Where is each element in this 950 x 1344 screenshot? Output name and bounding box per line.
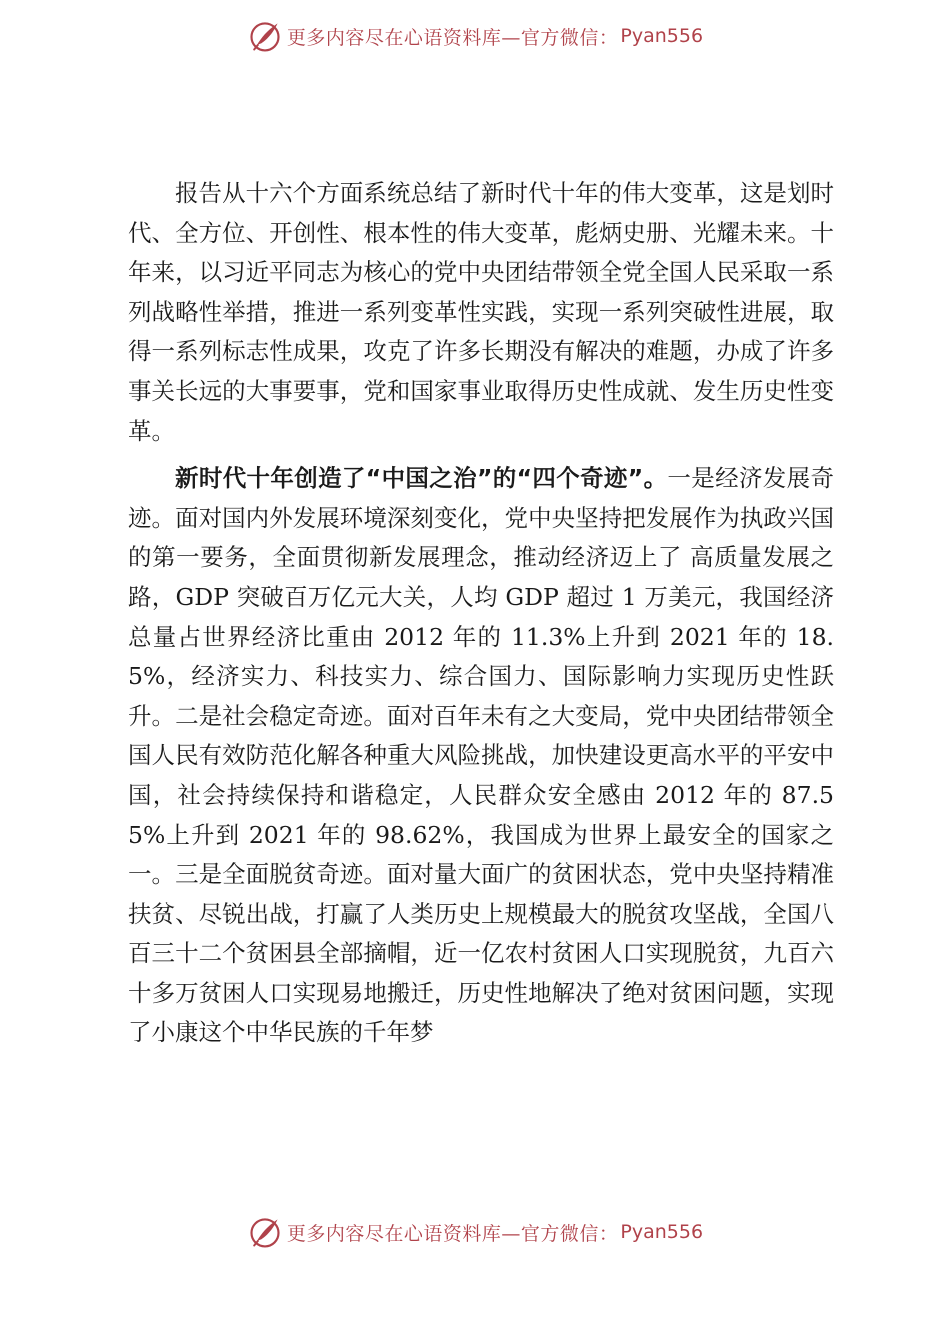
watermark-text: 更多内容尽在心语资料库—官方微信： xyxy=(286,1222,619,1245)
paragraph-text: 报告从十六个方面系统总结了新时代十年的伟大变革，这是划时代、全方位、开创性、根本性的伟大变革，彪炳史册、光耀未来。十年来，以习近平同志为核心的党中央团结带领全党全国人民采取一系列战略性举措，推进一系列变革性实践，实现一系列突破性进展，取得一系列标志性成果，攻克了许多长期没有解决的难题，办成了许多事关长远的大事要事，党和国家事业取得历史性成就、发生历史性变革。 xyxy=(128,179,834,445)
feather-logo-icon xyxy=(247,18,283,54)
paragraph-lead: 新时代十年创造了“中国之治”的“四个奇迹”。 xyxy=(175,464,668,493)
paragraph-intro xyxy=(128,174,834,451)
watermark-wechat-id: Pyan556 xyxy=(620,1221,704,1243)
watermark-wechat-id: Pyan556 xyxy=(620,25,704,47)
paragraph-text: 一是经济发展奇迹。面对国内外发展环境深刻变化，党中央坚持把发展作为执政兴国的第一要务，全面贯彻新发展理念，推动经济迈上了 高质量发展之路，GDP 突破百万亿元大关，人均 GDP 超过 1 万美元，我国经济总量占世界经济比重由 2012 年的 11.3%上升到 2021 年的 18.5%，经济实力、科技实力、综合国力、国际影响力实现历史性跃升。二是社会稳定奇迹。面对百年未有之大变局，党中央团结带领全国人民有效防范化解各种重大风险挑战，加快建设更高水平的平安中国，社会持续保持和谐稳定，人民群众安全感由 2012 年的 87.55%上升到 2021 年的 98.62%，我国成为世界上最安全的国家之一。三是全面脱贫奇迹。面对量大面广的贫困状态，党中央坚持精准扶贫、尽锐出战，打赢了人类历史上规模最大的脱贫攻坚战，全国八百三十二个贫困县全部摘帽，近一亿农村贫困人口实现脱贫，九百六十多万贫困人口实现易地搬迁，历史性地解决了绝对贫困问题，实现了小康这个中华民族的千年梦 xyxy=(128,464,835,1047)
footer-watermark xyxy=(0,1212,950,1252)
paragraph-four-miracles xyxy=(128,459,834,1053)
watermark-text: 更多内容尽在心语资料库—官方微信： xyxy=(286,26,619,49)
feather-logo-icon xyxy=(247,1214,283,1250)
header-watermark xyxy=(0,16,950,56)
document-body xyxy=(128,174,834,1053)
